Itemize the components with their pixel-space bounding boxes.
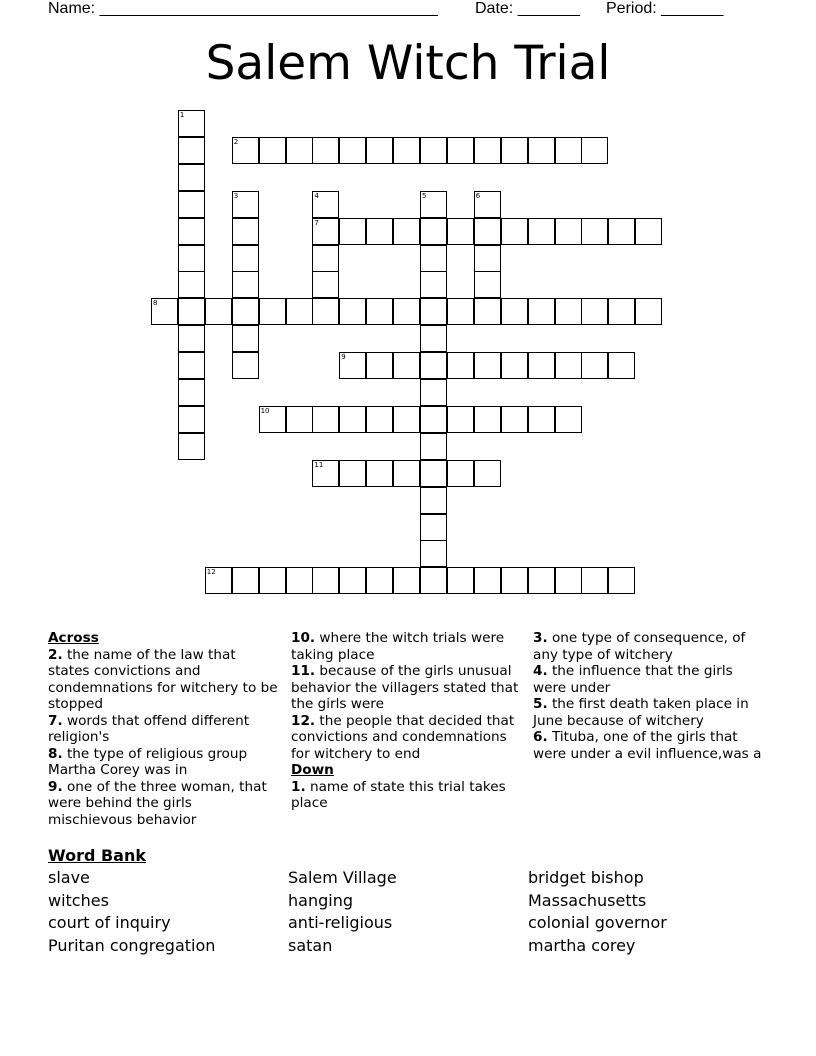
grid-cell[interactable] <box>635 298 662 325</box>
clue-across-10: 10. where the witch trials were taking place <box>291 630 505 663</box>
grid-cell[interactable] <box>393 352 420 379</box>
word-bank-item: martha corey <box>528 936 636 955</box>
clue-across-11: 11. because of the girls unusual behavior the villagers stated that the girls were <box>291 663 519 712</box>
clue-number: 3 <box>233 191 239 200</box>
grid-cell[interactable] <box>339 218 366 245</box>
clues-column-2 <box>291 630 521 812</box>
word-bank-item: court of inquiry <box>48 913 171 932</box>
grid-cell[interactable] <box>312 218 339 245</box>
grid-cell[interactable] <box>474 245 501 272</box>
grid-cell[interactable] <box>286 406 313 433</box>
grid-cell[interactable] <box>555 406 582 433</box>
grid-cell[interactable] <box>366 352 393 379</box>
grid-cell[interactable] <box>420 191 447 218</box>
grid-cell[interactable] <box>420 325 447 352</box>
clue-number: 9 <box>341 353 346 362</box>
clue-number: 12 <box>206 568 216 577</box>
grid-cell[interactable] <box>501 567 528 594</box>
grid-cell[interactable] <box>339 352 366 379</box>
clue-down-3: 3. one type of consequence, of any type of witchery <box>533 630 746 663</box>
grid-cell[interactable] <box>420 298 447 325</box>
grid-cell[interactable] <box>205 567 232 594</box>
grid-cell[interactable] <box>232 567 259 594</box>
grid-cell[interactable] <box>501 298 528 325</box>
clue-across-9: 9. one of the three woman, that were behind the girls mischievous behavior <box>48 778 267 828</box>
grid-cell[interactable] <box>366 298 393 325</box>
grid-cell[interactable] <box>555 218 582 245</box>
clue-number: 5 <box>422 191 427 200</box>
word-bank-item: colonial governor <box>528 913 667 932</box>
grid-cell[interactable] <box>339 406 366 433</box>
grid-cell[interactable] <box>339 298 366 325</box>
grid-cell[interactable] <box>366 218 393 245</box>
grid-cell[interactable] <box>555 352 582 379</box>
grid-cell[interactable] <box>608 567 635 594</box>
word-bank-item: Puritan congregation <box>48 936 216 955</box>
grid-cell[interactable] <box>474 191 501 218</box>
word-bank-item: slave <box>48 868 90 887</box>
grid-cell[interactable] <box>259 406 286 433</box>
clue-number: 1 <box>179 111 185 119</box>
down-heading: Down <box>291 762 334 778</box>
grid-cell[interactable] <box>608 218 635 245</box>
word-bank-title: Word Bank <box>48 846 147 865</box>
clue-down-6: 6. Tituba, one of the girls that were under a evil influence,was a <box>533 729 762 762</box>
clues-column-1 <box>48 630 280 828</box>
grid-cell[interactable] <box>528 567 555 594</box>
grid-cell[interactable] <box>312 245 339 272</box>
grid-cell[interactable] <box>447 352 474 379</box>
clue-number: 8 <box>153 299 158 308</box>
grid-cell[interactable] <box>312 298 339 325</box>
grid-cell[interactable] <box>420 460 447 487</box>
grid-cell[interactable] <box>232 137 259 164</box>
grid-cell[interactable] <box>259 567 286 594</box>
grid-cell[interactable] <box>393 218 420 245</box>
grid-cell[interactable] <box>420 379 447 406</box>
word-bank-item: hanging <box>288 891 353 910</box>
grid-cell[interactable] <box>420 514 447 541</box>
grid-cell[interactable] <box>178 352 205 379</box>
grid-cell[interactable] <box>555 137 582 164</box>
grid-cell[interactable] <box>447 460 474 487</box>
grid-cell[interactable] <box>312 406 339 433</box>
grid-cell[interactable] <box>447 567 474 594</box>
clue-down-1: 1. name of state this trial takes place <box>291 778 506 811</box>
period-field[interactable]: Period: _______ <box>606 0 724 17</box>
clue-across-7: 7. words that offend different religion's <box>48 712 250 745</box>
grid-cell[interactable] <box>178 137 205 164</box>
grid-cell[interactable] <box>178 433 205 460</box>
clue-number: 10 <box>260 406 270 415</box>
word-bank-item: bridget bishop <box>528 868 644 887</box>
grid-cell[interactable] <box>232 191 259 218</box>
clue-number: 2 <box>233 137 239 146</box>
across-heading: Across <box>48 630 99 646</box>
grid-cell[interactable] <box>366 406 393 433</box>
grid-cell[interactable] <box>420 540 447 567</box>
clue-number: 11 <box>314 460 324 469</box>
grid-cell[interactable] <box>393 460 420 487</box>
grid-cell[interactable] <box>447 406 474 433</box>
grid-cell[interactable] <box>286 298 313 325</box>
grid-cell[interactable] <box>178 218 205 245</box>
clue-down-5: 5. the first death taken place in June because of witchery <box>533 696 749 729</box>
grid-cell[interactable] <box>178 379 205 406</box>
grid-cell[interactable] <box>393 406 420 433</box>
grid-cell[interactable] <box>555 298 582 325</box>
grid-cell[interactable] <box>232 352 259 379</box>
grid-cell[interactable] <box>312 567 339 594</box>
grid-cell[interactable] <box>232 245 259 272</box>
grid-cell[interactable] <box>178 298 205 325</box>
grid-cell[interactable] <box>339 567 366 594</box>
grid-cell[interactable] <box>178 406 205 433</box>
grid-cell[interactable] <box>151 298 178 325</box>
date-field[interactable]: Date: _______ <box>475 0 580 17</box>
grid-cell[interactable] <box>447 137 474 164</box>
grid-cell[interactable] <box>420 271 447 298</box>
clue-down-4: 4. the influence that the girls were under <box>533 663 733 696</box>
word-bank-item: satan <box>288 936 333 955</box>
grid-cell[interactable] <box>339 137 366 164</box>
grid-cell[interactable] <box>474 460 501 487</box>
word-bank-item: Salem Village <box>288 868 397 887</box>
grid-cell[interactable] <box>474 137 501 164</box>
grid-cell[interactable] <box>178 271 205 298</box>
grid-cell[interactable] <box>420 567 447 594</box>
clue-across-8: 8. the type of religious group Martha Corey was in <box>48 745 248 778</box>
grid-cell[interactable] <box>420 218 447 245</box>
clues-column-3 <box>533 630 768 762</box>
grid-cell[interactable] <box>581 218 608 245</box>
grid-cell[interactable] <box>474 218 501 245</box>
grid-cell[interactable] <box>232 271 259 298</box>
grid-cell[interactable] <box>555 567 582 594</box>
grid-cell[interactable] <box>178 164 205 191</box>
grid-cell[interactable] <box>420 352 447 379</box>
grid-cell[interactable] <box>581 567 608 594</box>
grid-cell[interactable] <box>501 218 528 245</box>
clue-number: 4 <box>314 191 319 200</box>
grid-cell[interactable] <box>528 352 555 379</box>
grid-cell[interactable] <box>420 137 447 164</box>
grid-cell[interactable] <box>447 298 474 325</box>
grid-cell[interactable] <box>474 406 501 433</box>
grid-cell[interactable] <box>393 137 420 164</box>
grid-cell[interactable] <box>205 298 232 325</box>
grid-cell[interactable] <box>608 352 635 379</box>
grid-cell[interactable] <box>232 218 259 245</box>
grid-cell[interactable] <box>447 218 474 245</box>
grid-cell[interactable] <box>393 298 420 325</box>
grid-cell[interactable] <box>581 298 608 325</box>
grid-cell[interactable] <box>528 218 555 245</box>
grid-cell[interactable] <box>528 406 555 433</box>
grid-cell[interactable] <box>366 137 393 164</box>
grid-cell[interactable] <box>366 460 393 487</box>
word-bank-item: Massachusetts <box>528 891 647 910</box>
puzzle-title: Salem Witch Trial <box>205 36 611 91</box>
grid-cell[interactable] <box>635 218 662 245</box>
grid-cell[interactable] <box>366 567 393 594</box>
grid-cell[interactable] <box>393 567 420 594</box>
grid-cell[interactable] <box>528 137 555 164</box>
grid-cell[interactable] <box>178 110 205 137</box>
grid-cell[interactable] <box>501 406 528 433</box>
grid-cell[interactable] <box>312 137 339 164</box>
grid-cell[interactable] <box>312 460 339 487</box>
grid-cell[interactable] <box>232 325 259 352</box>
clue-across-2: 2. the name of the law that states convictions and condemnations for witchery to be stopped <box>48 646 278 712</box>
grid-cell[interactable] <box>581 137 608 164</box>
clue-number: 6 <box>475 191 481 200</box>
grid-cell[interactable] <box>420 245 447 272</box>
grid-cell[interactable] <box>259 298 286 325</box>
grid-cell[interactable] <box>178 245 205 272</box>
grid-cell[interactable] <box>178 325 205 352</box>
grid-cell[interactable] <box>420 433 447 460</box>
name-field[interactable]: Name: ______________________________________ <box>48 0 438 17</box>
grid-cell[interactable] <box>286 137 313 164</box>
grid-cell[interactable] <box>259 137 286 164</box>
grid-cell[interactable] <box>420 406 447 433</box>
clue-number: 7 <box>314 218 319 227</box>
grid-cell[interactable] <box>501 352 528 379</box>
grid-cell[interactable] <box>501 137 528 164</box>
grid-cell[interactable] <box>581 352 608 379</box>
grid-cell[interactable] <box>528 298 555 325</box>
grid-cell[interactable] <box>420 487 447 514</box>
grid-cell[interactable] <box>474 298 501 325</box>
grid-cell[interactable] <box>474 567 501 594</box>
grid-cell[interactable] <box>474 352 501 379</box>
grid-cell[interactable] <box>474 271 501 298</box>
grid-cell[interactable] <box>232 298 259 325</box>
grid-cell[interactable] <box>339 460 366 487</box>
word-bank-item: witches <box>48 891 109 910</box>
grid-cell[interactable] <box>286 567 313 594</box>
word-bank-item: anti-religious <box>288 913 393 932</box>
clue-across-12: 12. the people that decided that convictions and condemnations for witchery to end <box>291 712 515 762</box>
grid-cell[interactable] <box>312 271 339 298</box>
grid-cell[interactable] <box>178 191 205 218</box>
grid-cell[interactable] <box>312 191 339 218</box>
grid-cell[interactable] <box>608 298 635 325</box>
